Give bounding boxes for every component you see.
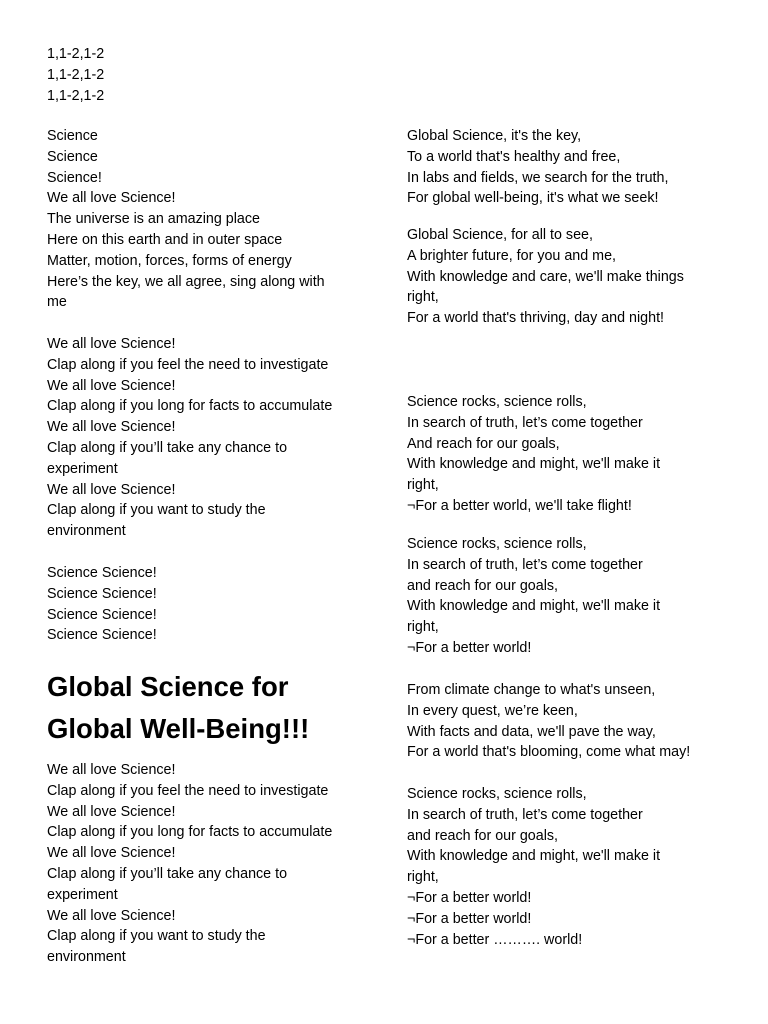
chorus-line: Clap along if you feel the need to investigate <box>47 782 329 799</box>
verse-line: With facts and data, we'll pave the way, <box>407 723 656 740</box>
verse-line: Global Science, for all to see, <box>407 227 593 243</box>
song-title: Global Science for <box>47 671 289 702</box>
chorus-line: experiment <box>47 886 118 903</box>
chorus-line: environment <box>47 523 126 540</box>
verse-line: A brighter future, for you and me, <box>407 247 617 264</box>
chorus-line: Clap along if you feel the need to investigate <box>47 356 329 373</box>
science-repeat-line: Science Science! <box>47 606 157 623</box>
refrain-line: ¬For a better ………. world! <box>407 931 583 948</box>
chorus-line: We all love Science! <box>47 845 176 862</box>
verse-line: From climate change to what's unseen, <box>407 682 656 698</box>
verse-line: With knowledge and care, we'll make things <box>407 268 684 285</box>
refrain-line: ¬For a better world! <box>407 890 532 906</box>
refrain-line: And reach for our goals, <box>407 435 560 452</box>
chorus-line: We all love Science! <box>47 419 176 436</box>
refrain-line: ¬For a better world! <box>407 910 532 927</box>
chorus-line: We all love Science! <box>47 481 176 498</box>
science-repeat-line: Science Science! <box>47 627 157 644</box>
song-title: Global Well-Being!!! <box>47 713 310 744</box>
refrain-line: Science rocks, science rolls, <box>407 786 587 802</box>
refrain-line: In search of truth, let’s come together <box>407 556 643 573</box>
verse-line: Global Science, it's the key, <box>407 128 582 144</box>
refrain-line: With knowledge and might, we'll make it <box>407 456 661 473</box>
refrain-line: and reach for our goals, <box>407 577 559 594</box>
verse-line: Science <box>47 128 98 144</box>
refrain-line: Science rocks, science rolls, <box>407 394 587 410</box>
chorus-line: experiment <box>47 460 118 477</box>
verse-line: To a world that's healthy and free, <box>407 148 621 165</box>
verse-line: In labs and fields, we search for the truth, <box>407 169 669 186</box>
refrain-line: right, <box>407 477 439 494</box>
refrain-line: right, <box>407 869 439 886</box>
refrain-line: With knowledge and might, we'll make it <box>407 848 661 865</box>
header-line: 1,1-2,1-2 <box>47 46 105 62</box>
chorus-line: environment <box>47 949 126 966</box>
verse-line: Science <box>47 148 98 165</box>
header-line: 1,1-2,1-2 <box>47 66 105 83</box>
refrain-line: right, <box>407 619 439 636</box>
chorus-line: We all love Science! <box>47 762 176 778</box>
refrain-line: Science rocks, science rolls, <box>407 536 587 552</box>
verse-line: For a world that's thriving, day and night! <box>407 310 665 327</box>
science-repeat-line: Science Science! <box>47 585 157 602</box>
refrain-line: In search of truth, let’s come together <box>407 414 643 431</box>
verse-line: In every quest, we’re keen, <box>407 702 578 719</box>
refrain-line: With knowledge and might, we'll make it <box>407 598 661 615</box>
verse-line: Science! <box>47 169 102 186</box>
chorus-line: We all love Science! <box>47 803 176 820</box>
verse-line: For a world that's blooming, come what may! <box>407 744 691 761</box>
chorus-line: Clap along if you want to study the <box>47 502 266 519</box>
verse-line: For global well-being, it's what we seek! <box>407 190 659 207</box>
verse-line: Matter, motion, forces, forms of energy <box>47 252 292 269</box>
chorus-line: We all love Science! <box>47 336 176 352</box>
chorus-line: We all love Science! <box>47 907 176 924</box>
verse-line: The universe is an amazing place <box>47 211 260 228</box>
chorus-line: Clap along if you’ll take any chance to <box>47 440 288 456</box>
verse-line: Here’s the key, we all agree, sing along with <box>47 273 325 290</box>
chorus-line: Clap along if you long for facts to accumulate <box>47 824 333 841</box>
refrain-line: ¬For a better world, we'll take flight! <box>407 498 632 514</box>
verse-line: me <box>47 294 67 311</box>
chorus-line: Clap along if you want to study the <box>47 928 266 945</box>
refrain-line: ¬For a better world! <box>407 640 532 656</box>
chorus-line: Clap along if you’ll take any chance to <box>47 866 288 882</box>
verse-line: right, <box>407 289 439 306</box>
chorus-line: Clap along if you long for facts to accumulate <box>47 398 333 415</box>
science-repeat-line: Science Science! <box>47 565 157 581</box>
chorus-line: We all love Science! <box>47 377 176 394</box>
refrain-line: and reach for our goals, <box>407 827 559 844</box>
verse-line: Here on this earth and in outer space <box>47 232 283 248</box>
verse-line: We all love Science! <box>47 190 176 207</box>
header-line: 1,1-2,1-2 <box>47 87 105 104</box>
refrain-line: In search of truth, let’s come together <box>407 806 643 823</box>
